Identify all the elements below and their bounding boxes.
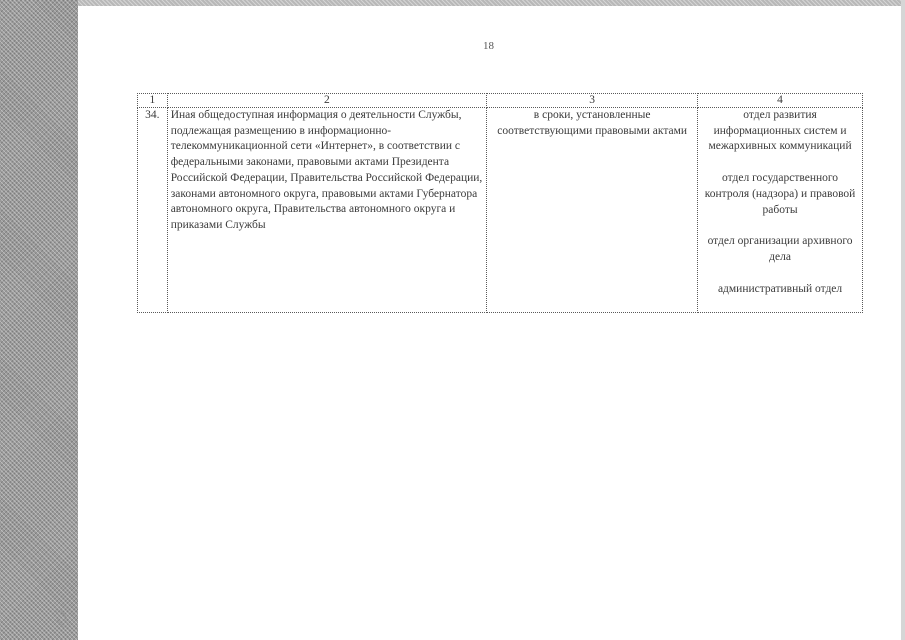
column-header-2: 2 xyxy=(167,94,486,108)
scan-border-right xyxy=(901,0,905,640)
document-page xyxy=(78,6,901,640)
row-number: 34. xyxy=(138,108,168,313)
scan-border-left xyxy=(0,0,78,640)
page-number: 18 xyxy=(483,40,494,52)
table-header-row xyxy=(138,94,863,108)
responsible-dept-4: административный отдел xyxy=(717,282,843,295)
column-header-4: 4 xyxy=(698,94,863,108)
row-responsible xyxy=(698,108,863,313)
row-term: в сроки, установленные соответствующими правовыми актами xyxy=(487,108,698,313)
column-header-3: 3 xyxy=(487,94,698,108)
info-table xyxy=(137,93,863,313)
responsible-dept-3: отдел организации архивного дела xyxy=(707,235,853,263)
column-header-1: 1 xyxy=(138,94,168,108)
row-description: Иная общедоступная информация о деятельности Службы, подлежащая размещению в информационно-телекоммуникационной сети «Интернет», в соответствии с федеральными законами, правовыми актами Президента Российской Федерации, Правительства Российской Федерации, законами автономного округа, правовыми актами Губернатора автономного округа, Правительства автономного округа и приказами Службы xyxy=(167,108,486,313)
scan-artifact-mark xyxy=(52,606,74,632)
responsible-dept-2: отдел государственного контроля (надзора) и правовой работы xyxy=(704,172,856,216)
table-row xyxy=(138,108,863,313)
responsible-dept-1: отдел развития информационных систем и межархивных коммуникаций xyxy=(708,109,852,153)
